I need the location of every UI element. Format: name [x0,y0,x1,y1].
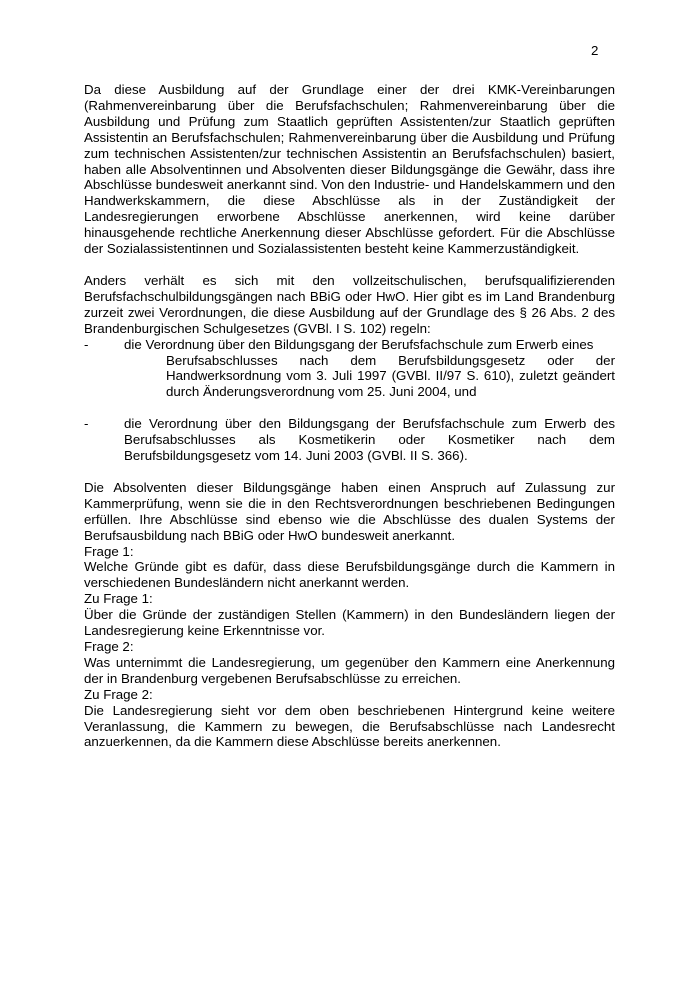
list-item-continuation: Berufsabschlusses nach dem Berufsbildungsgesetz oder der Handwerksordnung vom 3. Juli 1997 (GVBl. II/97 S. 610), zuletzt geändert durch Änderungsverordnung vom 25. Juni 2004, und [166,352,615,400]
list-item-text: die Verordnung über den Bildungsgang der Berufsfachschule zum Erwerb des Berufsabschlusses als Kosmetikerin oder Kosmetiker nach dem Berufsbildungsgesetz vom 14. Juni 2003 (GVBl. II S. 366). [124,416,615,464]
page-number: 2 [591,43,599,58]
list-dash: - [84,416,89,432]
answer-1-text: Über die Gründe der zuständigen Stellen (Kammern) in den Bundesländern liegen der Landesregierung keine Erkenntnisse vor. [84,607,615,639]
document-body [84,82,615,750]
answer-2-label: Zu Frage 2: [84,686,153,702]
paragraph-recognition: Die Absolventen dieser Bildungsgänge haben einen Anspruch auf Zulassung zur Kammerprüfung, wenn sie die in den Rechtsverordnungen beschriebenen Bedingungen erfüllen. Ihre Abschlüsse sind ebenso wie die Abschlüsse des dualen Systems der Berufsausbildung nach BBiG oder HwO bundesweit anerkannt. [84,479,615,543]
paragraph-bbig-hwo: Anders verhält es sich mit den vollzeitschulischen, berufsqualifizierenden Berufsfachschulbildungsgängen nach BBiG oder HwO. Hier gibt es im Land Brandenburg zurzeit zwei Verordnungen, die diese Ausbildung auf der Grundlage des § 26 Abs. 2 des Brandenburgischen Schulgesetzes (GVBl. I S. 102) regeln: [84,272,615,336]
question-2-text: Was unternimmt die Landesregierung, um gegenüber den Kammern eine Anerkennung der in Brandenburg vergebenen Berufsabschlüsse zu erreichen. [84,654,615,686]
question-1-label: Frage 1: [84,543,134,559]
list-dash: - [84,336,89,352]
regulation-list [84,337,615,464]
answer-2-text: Die Landesregierung sieht vor dem oben beschriebenen Hintergrund keine weitere Veranlassung, die Kammern zu bewegen, die Berufsabschlüsse nach Landesrecht anzuerkennen, da die Kammern diese Abschlüsse bereits anerkennen. [84,702,615,750]
list-item [84,416,615,464]
list-item-first-line: die Verordnung über den Bildungsgang der Berufsfachschule zum Erwerb eines [124,336,594,352]
question-2-label: Frage 2: [84,639,134,654]
question-1-text: Welche Gründe gibt es dafür, dass diese Berufsbildungsgänge durch die Kammern in verschiedenen Bundesländern nicht anerkannt werden. [84,559,615,591]
answer-1-label: Zu Frage 1: [84,591,153,607]
list-item [84,337,615,401]
paragraph-kmk-agreements: Da diese Ausbildung auf der Grundlage einer der drei KMK-Vereinbarungen (Rahmenvereinbarung über die Berufsfachschulen; Rahmenvereinbarung über die Ausbildung und Prüfung zum Staatlich geprüften Assistenten/zur Staatlich geprüften Assistentin an Berufsfachschulen; Rahmenvereinbarung über die Ausbildung und Prüfung zum technischen Assistenten/zur technischen Assistentin an Berufsfachschulen) basiert, haben alle Absolventinnen und Absolventen dieser Bildungsgänge die Gewähr, dass ihre Abschlüsse bundesweit anerkannt sind. Von den Industrie- und Handelskammern und den Handwerkskammern, die diese Abschlüsse als in der Zuständigkeit der Landesregierungen erworbene Abschlüsse anerkennen, wird keine darüber hinausgehende rechtliche Anerkennung dieser Abschlüsse gefordert. Für die Abschlüsse der Sozialassistentinnen und Sozialassistenten besteht keine Kammerzuständigkeit. [84,82,615,257]
